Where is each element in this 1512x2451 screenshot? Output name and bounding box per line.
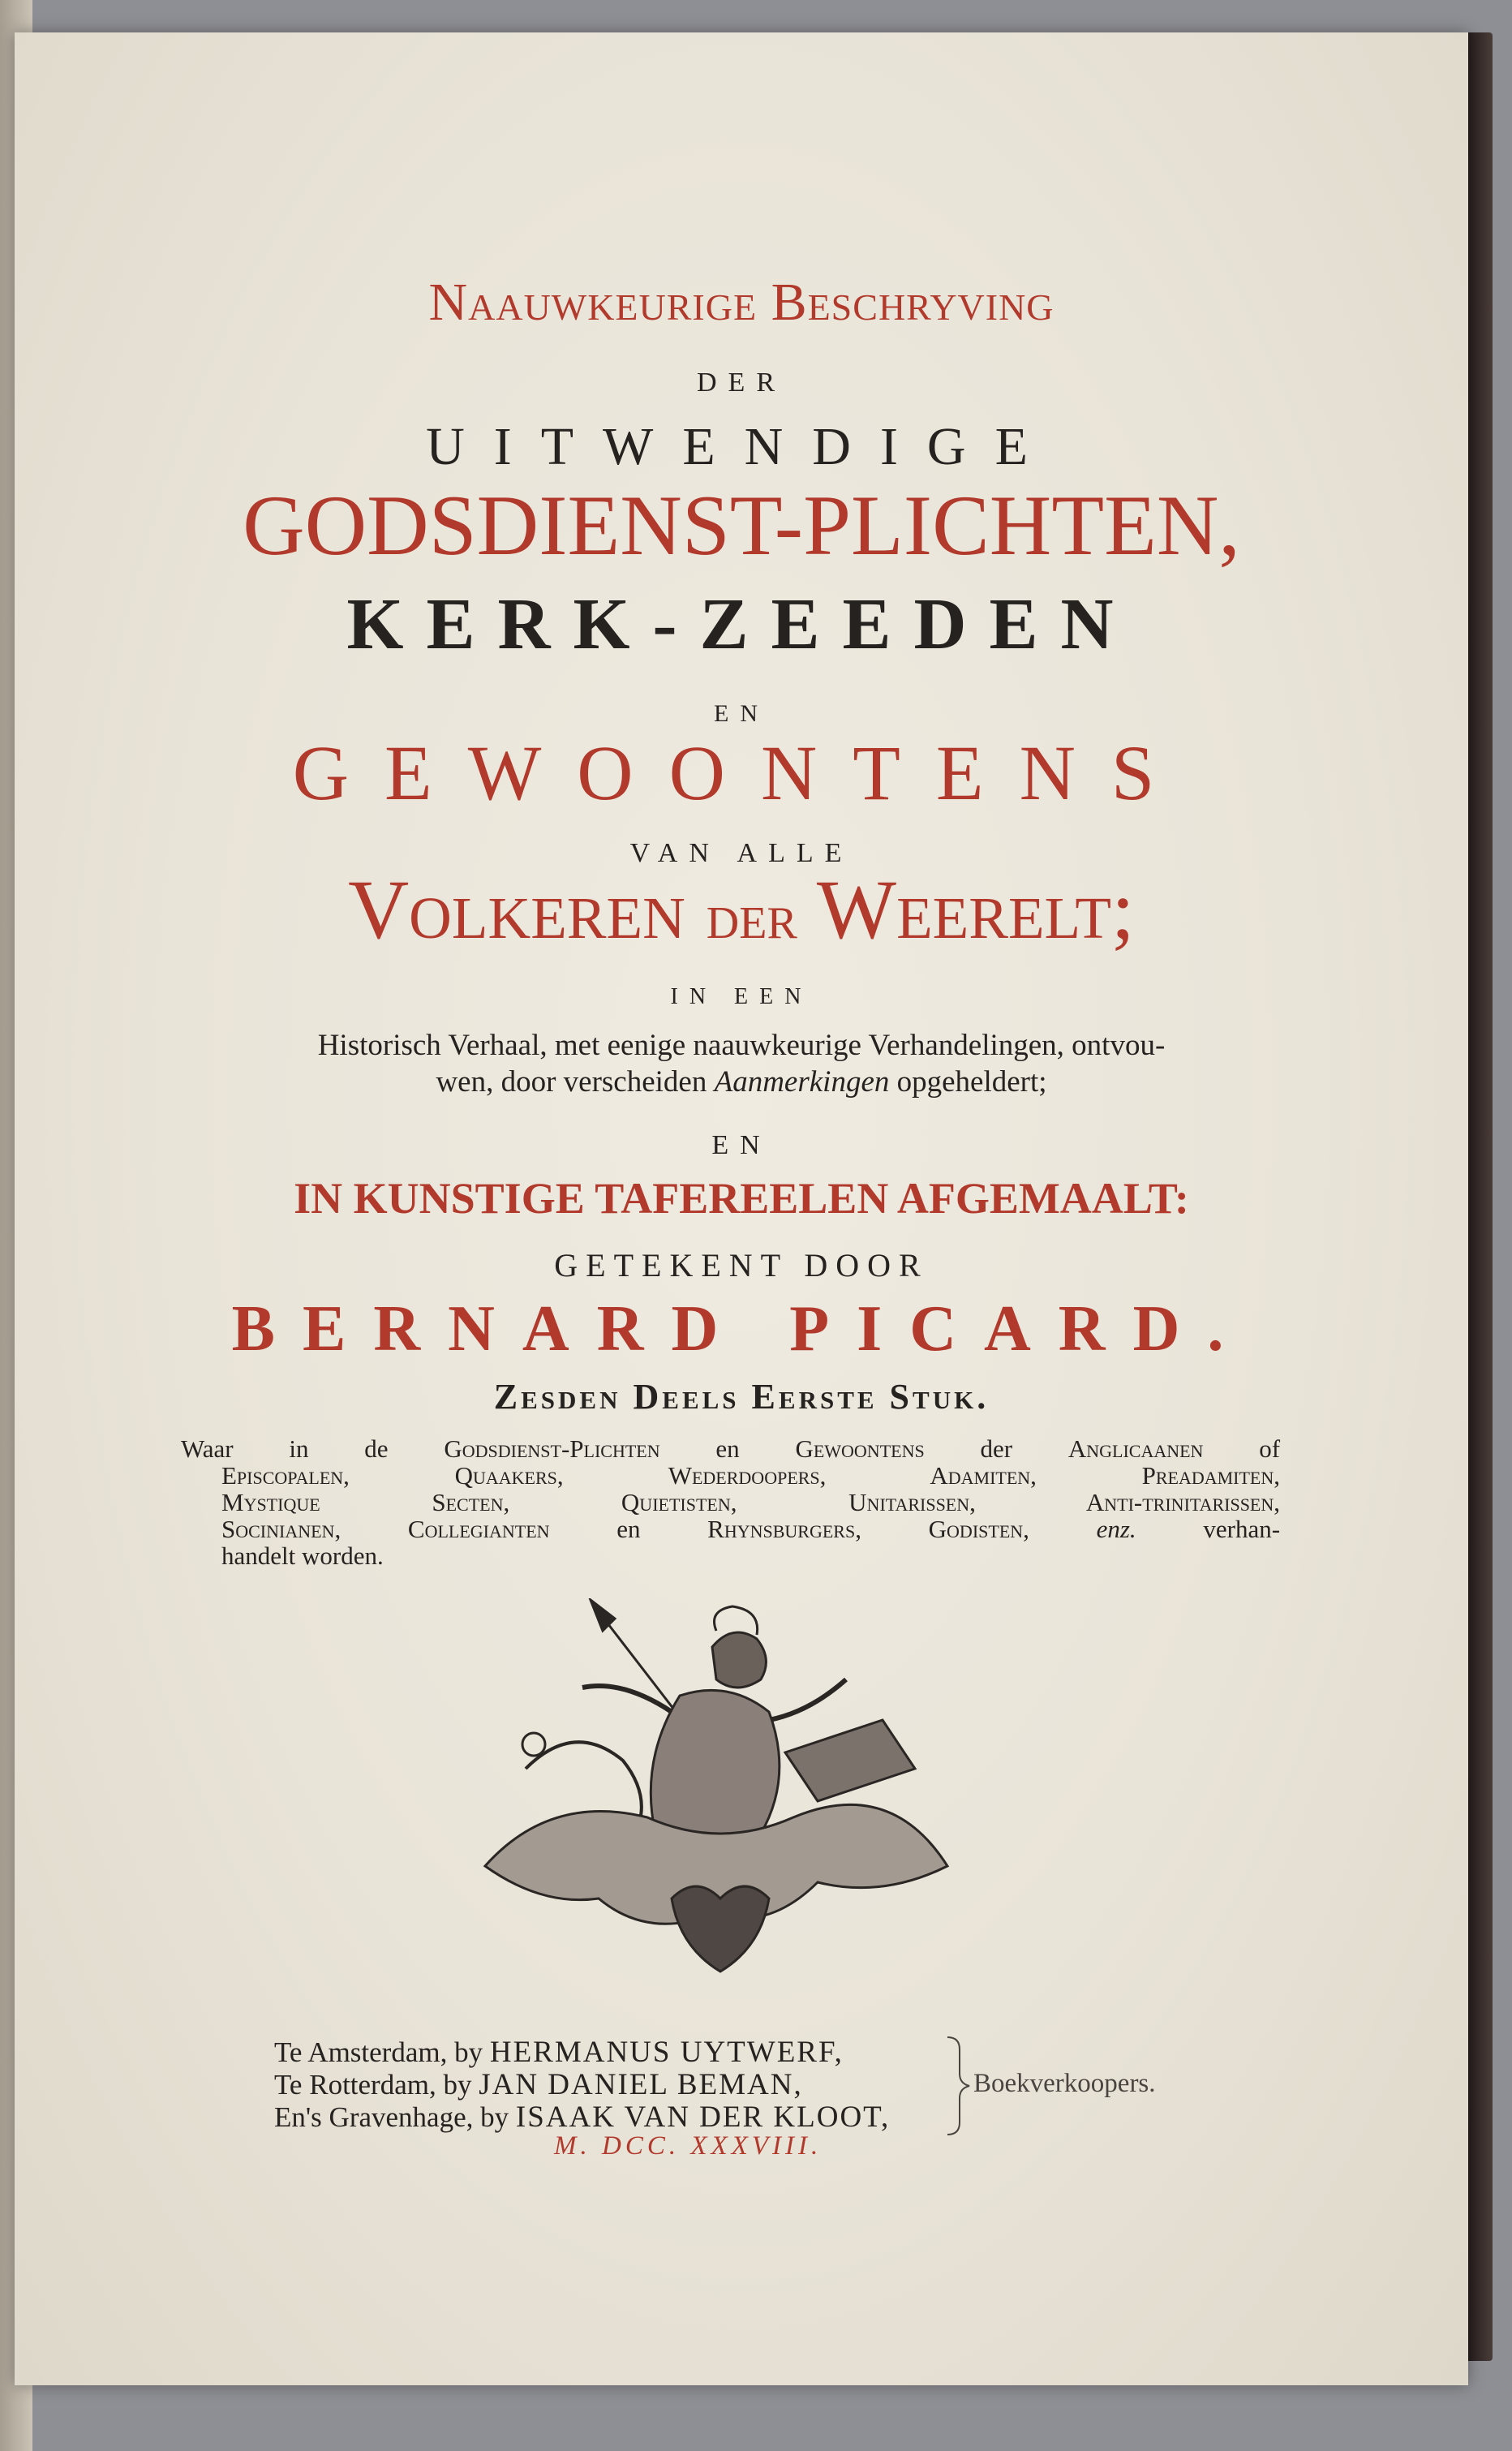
desc-text: Adamiten, bbox=[930, 1461, 1037, 1490]
book-stack bbox=[785, 1720, 915, 1801]
imprint-line-1 bbox=[274, 2035, 844, 2070]
title-line-12-a: wen, door verscheiden bbox=[436, 1065, 707, 1099]
desc-text: der bbox=[980, 1434, 1013, 1463]
right-arm bbox=[769, 1679, 846, 1720]
booksellers-label: Boekverkoopers. bbox=[973, 2069, 1156, 2098]
desc-text: Anglicaanen bbox=[1067, 1434, 1204, 1463]
title-line-15: GETEKENT DOOR bbox=[554, 1247, 929, 1284]
description-line-3 bbox=[181, 1490, 1280, 1516]
curly-brace bbox=[943, 2033, 976, 2139]
figure-body bbox=[651, 1690, 780, 1846]
desc-text: Collegianten bbox=[407, 1515, 550, 1543]
wing bbox=[522, 1733, 545, 1756]
desc-text: Rhynsburgers, bbox=[707, 1515, 861, 1543]
engraved-vignette-minerva bbox=[477, 1598, 964, 1980]
desc-text: verhan- bbox=[1203, 1515, 1281, 1543]
description-line-4 bbox=[181, 1516, 1280, 1542]
desc-text: Godisten, bbox=[928, 1515, 1029, 1543]
desc-text: Anti-trinitarissen, bbox=[1085, 1488, 1281, 1516]
desc-text: Unitarissen, bbox=[848, 1488, 976, 1516]
title-line-14: IN KUNSTIGE TAFEREELEN AFGEMAALT: bbox=[294, 1174, 1189, 1223]
description-line-2 bbox=[181, 1463, 1280, 1489]
desc-text: Wederdoopers, bbox=[668, 1461, 827, 1490]
desc-text: Quaakers, bbox=[454, 1461, 564, 1490]
imprint-publisher: ISAAK VAN DER KLOOT, bbox=[515, 2101, 891, 2134]
desc-text: en bbox=[715, 1434, 740, 1463]
helmet-crest bbox=[715, 1606, 758, 1635]
title-line-9-c: Weerelt; bbox=[816, 863, 1135, 957]
title-line-11: Historisch Verhaal, met eenige naauwkeurige Verhandelingen, ontvou- bbox=[317, 1029, 1166, 1062]
title-line-1: Naauwkeurige Beschryving bbox=[428, 273, 1055, 332]
desc-text: enz. bbox=[1096, 1515, 1136, 1543]
desc-text: Episcopalen, bbox=[221, 1461, 350, 1490]
title-line-5: KERK-ZEEDEN bbox=[346, 584, 1136, 664]
desc-text: Socinianen, bbox=[221, 1515, 341, 1543]
desc-text: of bbox=[1259, 1434, 1281, 1463]
imprint-publisher: HERMANUS UYTWERF, bbox=[489, 2036, 844, 2069]
imprint-line-2 bbox=[274, 2067, 803, 2102]
title-line-9-b: der bbox=[706, 881, 797, 952]
imprint-year: M. DCC. XXXVIII. bbox=[554, 2131, 823, 2161]
description-line-1 bbox=[181, 1436, 1280, 1462]
title-line-7: GEWOONTENS bbox=[292, 729, 1191, 816]
title-line-9 bbox=[15, 863, 1468, 957]
title-line-10: IN EEN bbox=[670, 984, 813, 1009]
title-line-8: VAN ALLE bbox=[629, 838, 853, 868]
helmet bbox=[712, 1632, 766, 1688]
imprint-city: Te Amsterdam, by bbox=[274, 2036, 483, 2068]
imprint-city: Te Rotterdam, by bbox=[274, 2069, 472, 2101]
volume-statement: Zesden Deels Eerste Stuk. bbox=[493, 1377, 990, 1417]
desc-text: en bbox=[616, 1515, 641, 1543]
imprint-city: En's Gravenhage, by bbox=[274, 2101, 509, 2133]
desc-text: Preadamiten, bbox=[1141, 1461, 1281, 1490]
desc-text: Godsdienst-Plichten bbox=[444, 1434, 660, 1463]
desc-text: Quietisten, bbox=[621, 1488, 737, 1516]
imprint-line-3 bbox=[274, 2100, 890, 2135]
desc-text: Secten, bbox=[432, 1488, 510, 1516]
title-line-3: UITWENDIGE bbox=[426, 417, 1057, 476]
title-line-4: GODSDIENST-PLICHTEN, bbox=[243, 478, 1240, 573]
desc-text: Waar in de bbox=[181, 1434, 389, 1463]
title-line-2: DER bbox=[697, 368, 786, 398]
imprint-publisher: JAN DANIEL BEMAN, bbox=[479, 2068, 803, 2101]
title-line-12-b: Aanmerkingen bbox=[714, 1065, 890, 1099]
title-line-9-a: Volkeren bbox=[348, 863, 685, 957]
title-line-6: EN bbox=[714, 700, 769, 727]
author-name: BERNARD PICARD. bbox=[231, 1293, 1252, 1365]
title-page bbox=[15, 32, 1468, 2385]
title-line-13: EN bbox=[711, 1130, 771, 1160]
cartouche-mask bbox=[672, 1886, 769, 1972]
desc-text: Mystique bbox=[221, 1488, 320, 1516]
desc-text: Gewoontens bbox=[795, 1434, 925, 1463]
title-line-12-c: opgeheldert; bbox=[896, 1065, 1047, 1099]
description-line-5: handelt worden. bbox=[221, 1542, 384, 1570]
title-line-12 bbox=[15, 1067, 1468, 1097]
